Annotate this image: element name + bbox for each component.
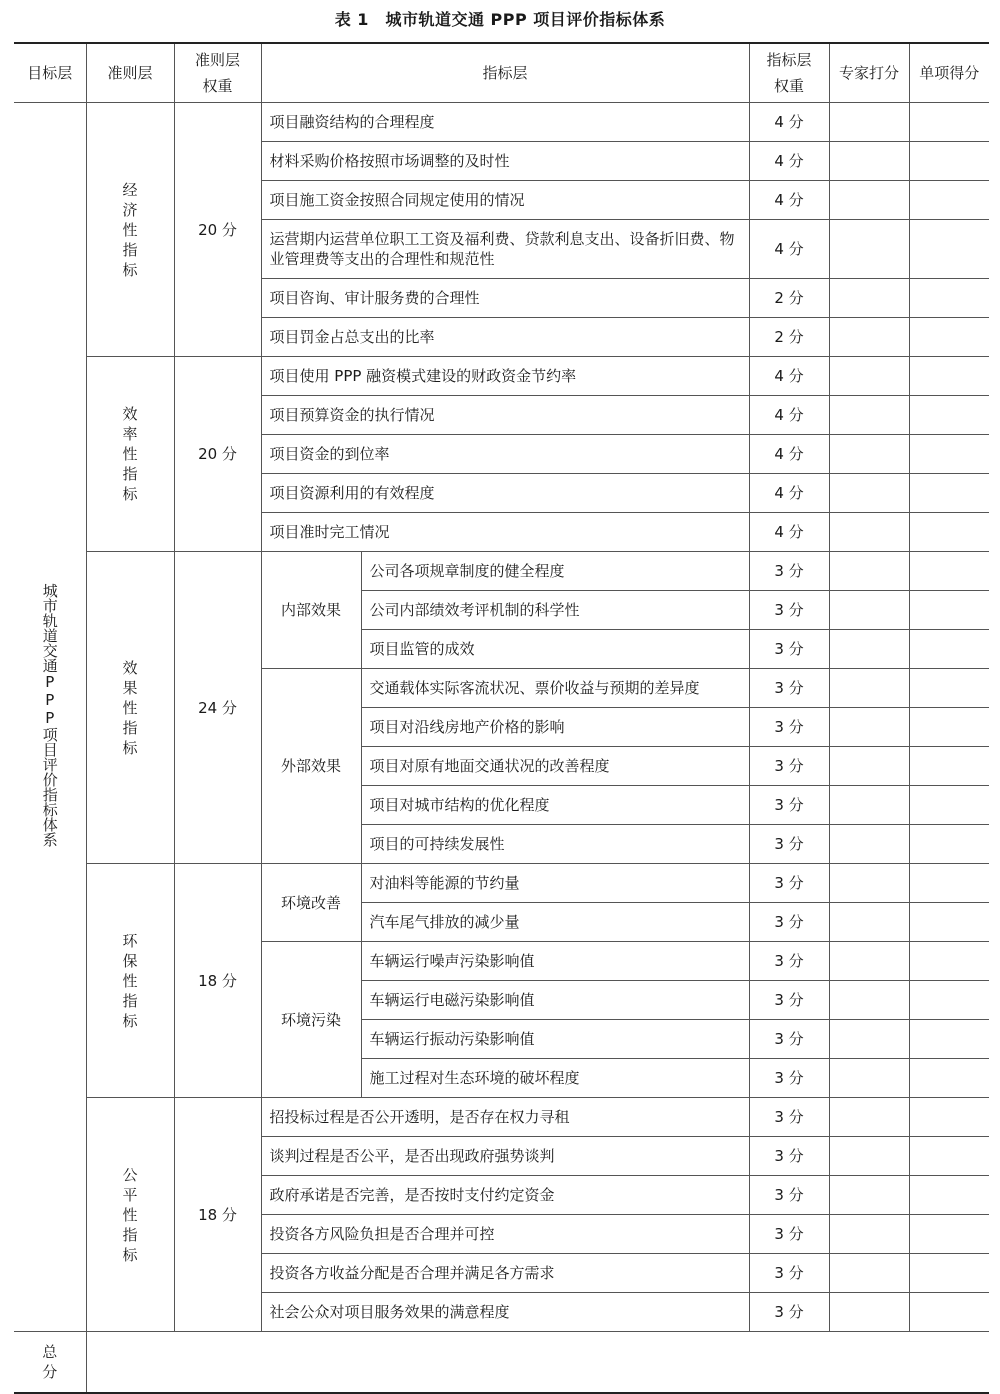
indicator-weight-cell: 3 分 xyxy=(749,825,829,864)
indicator-cell: 政府承诺是否完善，是否按时支付约定资金 xyxy=(261,1176,749,1215)
table-body xyxy=(14,43,989,1393)
total-label-cell xyxy=(14,1332,86,1394)
criterion-cell xyxy=(86,552,174,864)
indicator-cell: 项目咨询、审计服务费的合理性 xyxy=(261,279,749,318)
single-score-cell xyxy=(909,103,989,142)
indicator-cell: 项目使用 PPP 融资模式建设的财政资金节约率 xyxy=(261,357,749,396)
criterion-cell xyxy=(86,357,174,552)
vertical-label: 环保性指标 xyxy=(122,931,138,1030)
total-row xyxy=(14,1332,989,1394)
indicator-weight-cell: 3 分 xyxy=(749,981,829,1020)
indicator-cell: 项目预算资金的执行情况 xyxy=(261,396,749,435)
single-score-cell xyxy=(909,181,989,220)
criterion-cell xyxy=(86,103,174,357)
indicator-cell: 项目对沿线房地产价格的影响 xyxy=(361,708,749,747)
single-score-cell xyxy=(909,1098,989,1137)
single-score-cell xyxy=(909,1215,989,1254)
expert-score-cell xyxy=(829,747,909,786)
single-score-cell xyxy=(909,318,989,357)
criterion-cell xyxy=(86,864,174,1098)
header-target: 目标层 xyxy=(14,43,86,103)
expert-score-cell xyxy=(829,474,909,513)
single-score-cell xyxy=(909,942,989,981)
indicator-cell: 社会公众对项目服务效果的满意程度 xyxy=(261,1293,749,1332)
indicator-weight-cell: 3 分 xyxy=(749,1176,829,1215)
single-score-cell xyxy=(909,591,989,630)
expert-score-cell xyxy=(829,279,909,318)
single-score-cell xyxy=(909,357,989,396)
indicator-weight-cell: 3 分 xyxy=(749,903,829,942)
indicator-cell: 项目准时完工情况 xyxy=(261,513,749,552)
criterion-weight-cell: 20 分 xyxy=(174,357,261,552)
indicator-cell: 运营期内运营单位职工工资及福利费、贷款利息支出、设备折旧费、物业管理费等支出的合理性和规范性 xyxy=(261,220,749,279)
single-score-cell xyxy=(909,864,989,903)
indicator-weight-cell: 4 分 xyxy=(749,435,829,474)
indicator-cell: 项目罚金占总支出的比率 xyxy=(261,318,749,357)
single-score-cell xyxy=(909,1293,989,1332)
expert-score-cell xyxy=(829,513,909,552)
indicator-weight-cell: 2 分 xyxy=(749,318,829,357)
indicator-cell: 项目的可持续发展性 xyxy=(361,825,749,864)
indicator-weight-cell: 3 分 xyxy=(749,1020,829,1059)
indicator-cell: 车辆运行电磁污染影响值 xyxy=(361,981,749,1020)
vertical-label: 总分 xyxy=(42,1343,58,1381)
indicator-cell: 施工过程对生态环境的破坏程度 xyxy=(361,1059,749,1098)
single-score-cell xyxy=(909,1137,989,1176)
indicator-weight-cell: 3 分 xyxy=(749,864,829,903)
vertical-label: 效果性指标 xyxy=(122,658,138,757)
expert-score-cell xyxy=(829,103,909,142)
expert-score-cell xyxy=(829,630,909,669)
expert-score-cell xyxy=(829,825,909,864)
expert-score-cell xyxy=(829,142,909,181)
indicator-cell: 材料采购价格按照市场调整的及时性 xyxy=(261,142,749,181)
indicator-weight-cell: 3 分 xyxy=(749,747,829,786)
single-score-cell xyxy=(909,630,989,669)
expert-score-cell xyxy=(829,435,909,474)
sub-criterion-cell: 环境污染 xyxy=(261,942,361,1098)
indicator-weight-cell: 2 分 xyxy=(749,279,829,318)
header-expert-score: 专家打分 xyxy=(829,43,909,103)
indicator-cell: 招投标过程是否公开透明，是否存在权力寻租 xyxy=(261,1098,749,1137)
expert-score-cell xyxy=(829,1059,909,1098)
indicator-cell: 对油料等能源的节约量 xyxy=(361,864,749,903)
expert-score-cell xyxy=(829,357,909,396)
table-row xyxy=(14,357,989,396)
expert-score-cell xyxy=(829,1215,909,1254)
expert-score-cell xyxy=(829,942,909,981)
target-layer-label: 城市轨道交通PPP项目评价指标体系 xyxy=(40,582,59,847)
expert-score-cell xyxy=(829,708,909,747)
criterion-weight-cell: 18 分 xyxy=(174,864,261,1098)
indicator-cell: 谈判过程是否公平，是否出现政府强势谈判 xyxy=(261,1137,749,1176)
indicator-weight-cell: 4 分 xyxy=(749,474,829,513)
expert-score-cell xyxy=(829,1020,909,1059)
indicator-weight-cell: 4 分 xyxy=(749,220,829,279)
header-criterion-weight xyxy=(174,43,261,103)
indicator-weight-cell: 4 分 xyxy=(749,396,829,435)
expert-score-cell xyxy=(829,591,909,630)
indicator-cell: 车辆运行振动污染影响值 xyxy=(361,1020,749,1059)
vertical-label: 效率性指标 xyxy=(122,405,138,503)
single-score-cell xyxy=(909,747,989,786)
indicator-cell: 项目监管的成效 xyxy=(361,630,749,669)
single-score-cell xyxy=(909,220,989,279)
indicator-cell: 汽车尾气排放的减少量 xyxy=(361,903,749,942)
table-row xyxy=(14,1098,989,1137)
indicator-weight-cell: 3 分 xyxy=(749,786,829,825)
table-row xyxy=(14,103,989,142)
indicator-cell: 项目对城市结构的优化程度 xyxy=(361,786,749,825)
vertical-label: 经济性指标 xyxy=(122,180,138,279)
indicator-cell: 车辆运行噪声污染影响值 xyxy=(361,942,749,981)
expert-score-cell xyxy=(829,1254,909,1293)
expert-score-cell xyxy=(829,396,909,435)
criterion-weight-cell: 18 分 xyxy=(174,1098,261,1332)
sub-criterion-cell: 内部效果 xyxy=(261,552,361,669)
indicator-cell: 投资各方风险负担是否合理并可控 xyxy=(261,1215,749,1254)
expert-score-cell xyxy=(829,1176,909,1215)
table-row xyxy=(14,552,989,591)
indicator-cell: 项目资金的到位率 xyxy=(261,435,749,474)
single-score-cell xyxy=(909,1176,989,1215)
header-criterion: 准则层 xyxy=(86,43,174,103)
sub-criterion-cell: 外部效果 xyxy=(261,669,361,864)
expert-score-cell xyxy=(829,669,909,708)
single-score-cell xyxy=(909,474,989,513)
single-score-cell xyxy=(909,142,989,181)
indicator-weight-cell: 4 分 xyxy=(749,103,829,142)
header-indicator-weight-text: 指标层 权重 xyxy=(766,51,812,95)
single-score-cell xyxy=(909,903,989,942)
single-score-cell xyxy=(909,825,989,864)
single-score-cell xyxy=(909,1254,989,1293)
indicator-weight-cell: 4 分 xyxy=(749,142,829,181)
indicator-cell: 项目施工资金按照合同规定使用的情况 xyxy=(261,181,749,220)
expert-score-cell xyxy=(829,1098,909,1137)
criterion-cell xyxy=(86,1098,174,1332)
single-score-cell xyxy=(909,1059,989,1098)
table-row xyxy=(14,864,989,903)
indicator-cell: 项目对原有地面交通状况的改善程度 xyxy=(361,747,749,786)
sub-criterion-cell: 环境改善 xyxy=(261,864,361,942)
indicator-weight-cell: 3 分 xyxy=(749,591,829,630)
indicator-weight-cell: 3 分 xyxy=(749,630,829,669)
expert-score-cell xyxy=(829,981,909,1020)
header-criterion-weight-text: 准则层 权重 xyxy=(194,51,240,95)
criterion-weight-cell: 24 分 xyxy=(174,552,261,864)
indicator-weight-cell: 3 分 xyxy=(749,552,829,591)
indicator-weight-cell: 3 分 xyxy=(749,1098,829,1137)
indicator-weight-cell: 3 分 xyxy=(749,1293,829,1332)
single-score-cell xyxy=(909,279,989,318)
expert-score-cell xyxy=(829,318,909,357)
single-score-cell xyxy=(909,435,989,474)
single-score-cell xyxy=(909,981,989,1020)
indicator-weight-cell: 4 分 xyxy=(749,357,829,396)
indicator-weight-cell: 3 分 xyxy=(749,1137,829,1176)
indicator-weight-cell: 3 分 xyxy=(749,708,829,747)
expert-score-cell xyxy=(829,220,909,279)
expert-score-cell xyxy=(829,1293,909,1332)
indicator-cell: 公司各项规章制度的健全程度 xyxy=(361,552,749,591)
indicator-weight-cell: 4 分 xyxy=(749,513,829,552)
header-indicator: 指标层 xyxy=(261,43,749,103)
single-score-cell xyxy=(909,1020,989,1059)
expert-score-cell xyxy=(829,1137,909,1176)
indicator-weight-cell: 3 分 xyxy=(749,1059,829,1098)
single-score-cell xyxy=(909,513,989,552)
total-value-cell xyxy=(86,1332,989,1394)
indicator-cell: 投资各方收益分配是否合理并满足各方需求 xyxy=(261,1254,749,1293)
expert-score-cell xyxy=(829,181,909,220)
header-single-score: 单项得分 xyxy=(909,43,989,103)
indicator-weight-cell: 3 分 xyxy=(749,1215,829,1254)
indicator-cell: 交通载体实际客流状况、票价收益与预期的差异度 xyxy=(361,669,749,708)
criterion-weight-cell: 20 分 xyxy=(174,103,261,357)
single-score-cell xyxy=(909,708,989,747)
expert-score-cell xyxy=(829,903,909,942)
single-score-cell xyxy=(909,396,989,435)
evaluation-index-table xyxy=(14,42,989,1394)
indicator-cell: 项目融资结构的合理程度 xyxy=(261,103,749,142)
header-row xyxy=(14,43,989,103)
indicator-weight-cell: 3 分 xyxy=(749,942,829,981)
single-score-cell xyxy=(909,552,989,591)
indicator-cell: 公司内部绩效考评机制的科学性 xyxy=(361,591,749,630)
indicator-weight-cell: 3 分 xyxy=(749,1254,829,1293)
expert-score-cell xyxy=(829,552,909,591)
expert-score-cell xyxy=(829,786,909,825)
single-score-cell xyxy=(909,786,989,825)
vertical-label: 公平性指标 xyxy=(122,1165,138,1264)
indicator-weight-cell: 3 分 xyxy=(749,669,829,708)
indicator-weight-cell: 4 分 xyxy=(749,181,829,220)
table-caption: 表 1 城市轨道交通 PPP 项目评价指标体系 xyxy=(334,10,666,29)
indicator-cell: 项目资源利用的有效程度 xyxy=(261,474,749,513)
target-layer-cell xyxy=(14,103,86,1332)
expert-score-cell xyxy=(829,864,909,903)
single-score-cell xyxy=(909,669,989,708)
header-indicator-weight xyxy=(749,43,829,103)
